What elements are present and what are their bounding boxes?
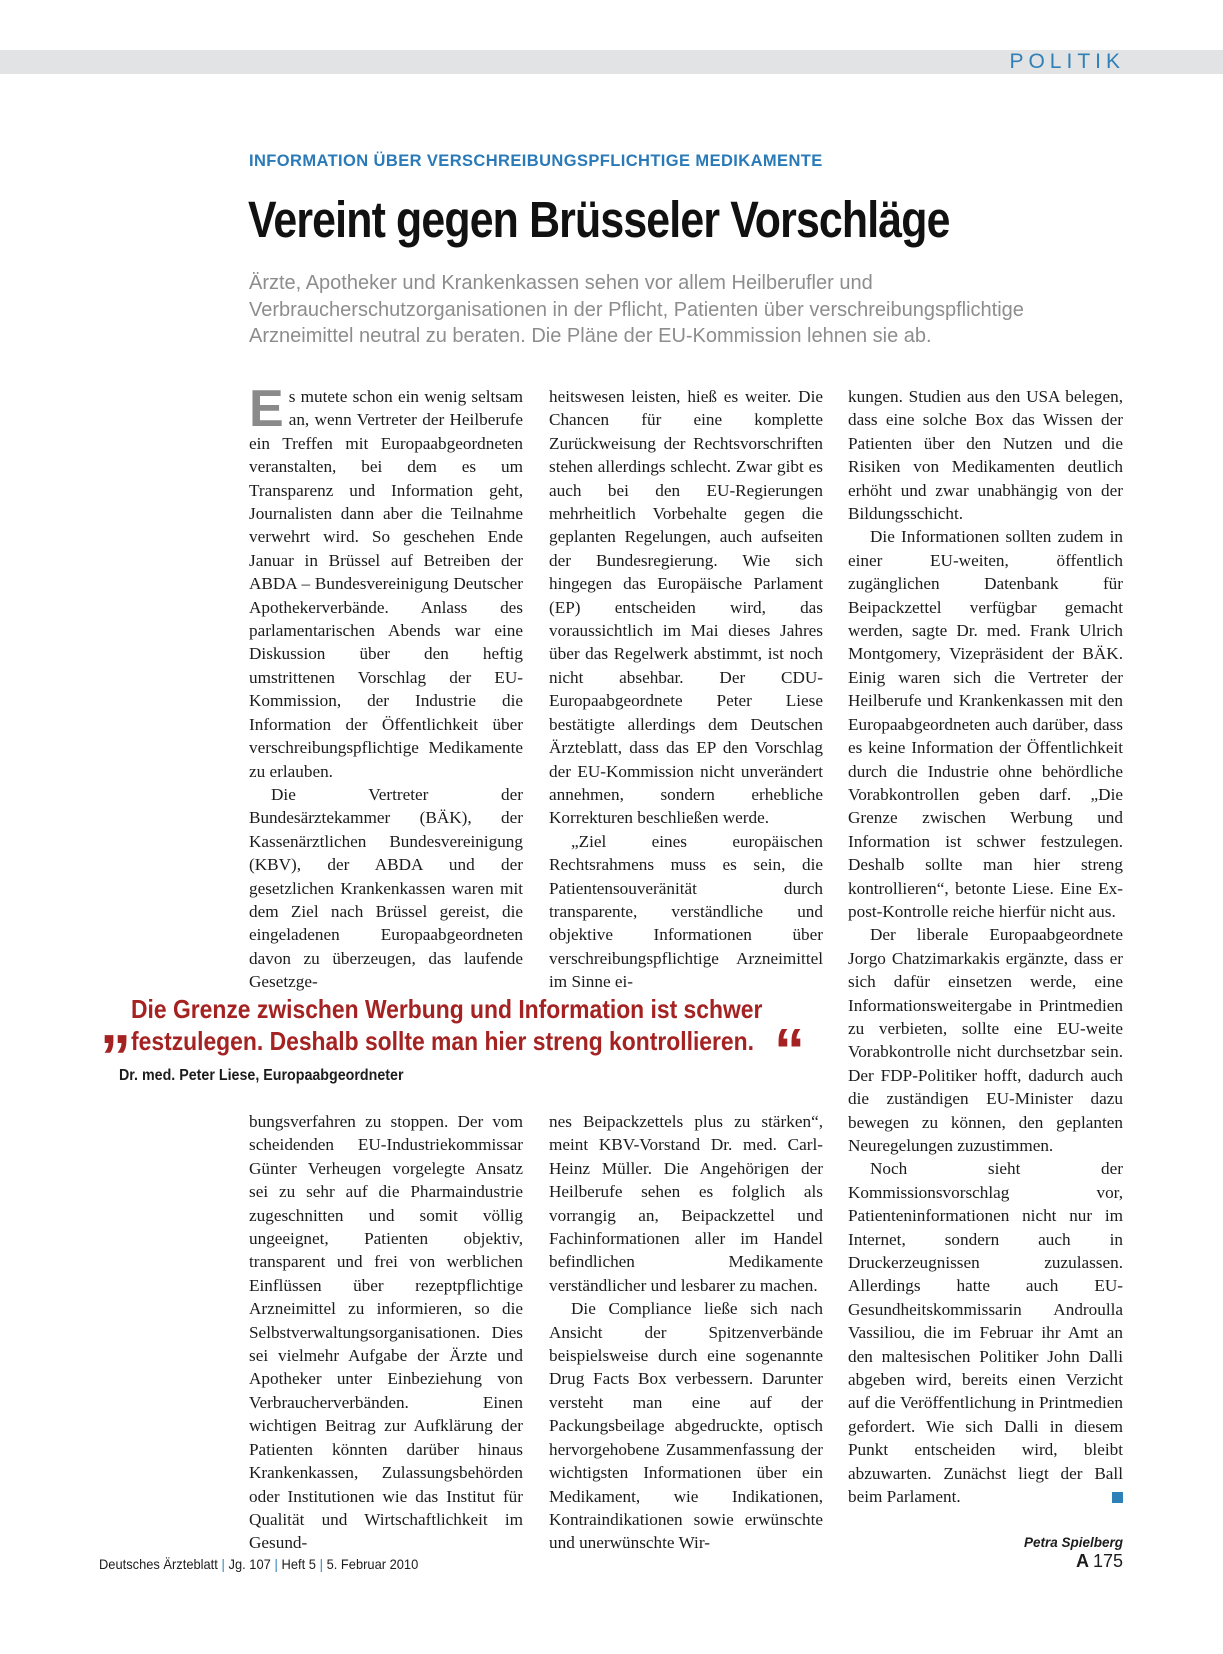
footer-separator: | bbox=[274, 1556, 278, 1572]
paragraph-text: Noch sieht der Kommissionsvorschlag vor, Patienteninformationen nicht nur im Internet, sondern auch in Druckerzeugnissen zuzulassen. Allerdings hatte auch EU-Gesundheitskommissarin Androulla Vassiliou, die im Februar ihr Amt an den maltesischen Politiker John Dalli abgeben wird, bereits einen Verzicht auf die Veröffentlichung in Printmedien gefordert. Wie sich Dalli in diesem Punkt entscheiden wird, bleibt abzuwarten. Zunächst liegt der Ball beim Parlament. bbox=[848, 1159, 1123, 1507]
article-headline: Vereint gegen Brüsseler Vorschläge bbox=[248, 191, 950, 248]
pull-quote-text bbox=[131, 993, 765, 1057]
pull-quote-attribution: Dr. med. Peter Liese, Europaabgeordneter bbox=[119, 1067, 404, 1084]
page-number-value: 175 bbox=[1092, 1551, 1123, 1571]
drop-cap: E bbox=[249, 380, 284, 438]
footer-separator: | bbox=[221, 1556, 225, 1572]
paragraph: kungen. Studien aus den USA belegen, dass eine solche Box das Wissen der Patienten über den Nutzen und die Risiken von Medikamenten deutlich erhöht und zwar unabhängig von der Bildungsschicht. bbox=[848, 387, 1123, 524]
pull-quote-line-2: festzulegen. Deshalb sollte man hier streng kontrollieren. bbox=[131, 1026, 754, 1056]
paragraph bbox=[848, 1157, 1123, 1508]
end-mark-square-icon bbox=[1112, 1492, 1123, 1503]
page-footer bbox=[99, 1556, 418, 1572]
quote-close-mark: “ bbox=[774, 1017, 805, 1086]
paragraph: bungsverfahren zu stoppen. Der vom scheidenden EU-Industriekommissar Günter Verheugen vorgelegte Ansatz sei zu sehr auf die Pharmaindustrie zugeschnitten und somit völlig ungeeignet, Patienten objektiv, transparent und frei von werblichen Einflüssen über rezeptpflichtige Arzneimittel zu informieren, so die Selbstverwaltungsorganisationen. Dies sei vielmehr Aufgabe der Ärzte und Apotheker unter Einbeziehung von Verbraucherverbänden. Einen wichtigen Beitrag zur Aufklärung der Patienten könnten darüber hinaus Krankenkassen, Zulassungsbehörden oder Institutionen wie das Institut für Qualität und Wirtschaftlichkeit im Gesund- bbox=[249, 1112, 523, 1553]
paragraph: Der liberale Europaabgeordnete Jorgo Chatzimarkakis ergänzte, dass er sich dafür einsetzen werde, eine Informationsweitergabe in Printmedien zu verbieten, sollte eine EU-weite Vorabkontrolle nicht durchsetzbar sein. Der FDP-Politiker hofft, dadurch auch die zuständigen EU-Minister dazu bewegen zu können, den geplanten Neuregelungen zuzustimmen. bbox=[848, 925, 1123, 1155]
page-number bbox=[1076, 1551, 1123, 1572]
footer-volume: Jg. 107 bbox=[228, 1556, 271, 1572]
paragraph: nes Beipackzettels plus zu stärken“, meint KBV-Vorstand Dr. med. Carl-Heinz Müller. Die Angehörigen der Heilberufe sehen es folglich als vorrangig an, Beipackzettel und Fachinformationen aller im Handel befindlichen Medikamente verständlicher und lesbarer zu machen. bbox=[549, 1112, 823, 1295]
paragraph: Die Compliance ließe sich nach Ansicht der Spitzenverbände beispielsweise durch eine sogenannte Drug Facts Box verbessern. Darunter versteht man eine auf der Packungsbeilage abgedruckte, optisch hervorgehobene Zusammenfassung der wichtigsten Informationen über ein Medikament, wie Indikationen, Kontraindikationen sowie erwünschte und unerwünschte Wir- bbox=[549, 1299, 823, 1553]
article-lead: Ärzte, Apotheker und Krankenkassen sehen vor allem Heilberufler und Verbraucherschutzorganisationen in der Pflicht, Patienten über verschreibungspflichtige Arzneimittel neutral zu beraten. Die Pläne der EU-Kommission lehnen sie ab. bbox=[249, 272, 1024, 347]
article-author: Petra Spielberg bbox=[1023, 1535, 1123, 1550]
column-2-upper bbox=[549, 385, 823, 994]
paragraph-text: s mutete schon ein wenig seltsam an, wenn Vertreter der Heilberufe ein Treffen mit Europaabgeordneten veranstalten, bei dem es um Transparenz und Information geht, Journalisten dann aber die Teilnahme verwehrt wird. So geschehen Ende Januar in Brüssel auf Betreiben der ABDA – Bundesvereinigung Deutscher Apothekerverbände. Anlass des parlamentarischen Abends war eine Diskussion über den heftig umstrittenen Vorschlag der EU-Kommission, der Industrie die Information der Öffentlichkeit über verschreibungspflichtige Medikamente zu erlauben. bbox=[249, 387, 523, 781]
quote-open-mark: „ bbox=[100, 988, 131, 1057]
paragraph bbox=[249, 380, 523, 783]
section-label: POLITIK bbox=[1009, 50, 1125, 73]
paragraph: heitswesen leisten, hieß es weiter. Die Chancen für eine komplette Zurückweisung der Rechtsvorschriften stehen allerdings schlecht. Zwar gibt es auch bei den EU-Regierungen mehrheitlich Vorbehalte gegen die geplanten Regelungen, auch aufseiten der Bundesregierung. Wie sich hingegen das Europäische Parlament (EP) entscheiden wird, das voraussichtlich im Mai dieses Jahres über das Regelwerk abstimmt, ist noch nicht absehbar. Der CDU-Europaabgeordnete Peter Liese bestätigte allerdings dem Deutschen Ärzteblatt, dass das EP den Vorschlag der EU-Kommission nicht unverändert annehmen, sondern erhebliche Korrekturen beschließen werde. bbox=[549, 387, 823, 828]
footer-issue: Heft 5 bbox=[281, 1556, 316, 1572]
footer-separator: | bbox=[319, 1556, 323, 1572]
column-1-upper bbox=[249, 380, 523, 994]
footer-date: 5. Februar 2010 bbox=[326, 1556, 419, 1572]
paragraph: „Ziel eines europäischen Rechtsrahmens muss es sein, die Patientensouveränität durch transparente, verständliche und objektive Informationen über verschreibungspflichtige Arzneimittel im Sinne ei- bbox=[549, 831, 823, 992]
footer-publication: Deutsches Ärzteblatt bbox=[99, 1556, 218, 1572]
pull-quote-line-1: Die Grenze zwischen Werbung und Information ist schwer bbox=[131, 994, 763, 1024]
article-kicker: INFORMATION ÜBER VERSCHREIBUNGSPFLICHTIGE MEDIKAMENTE bbox=[249, 152, 823, 170]
paragraph: Die Vertreter der Bundesärztekammer (BÄK), der Kassenärztlichen Bundesvereinigung (KBV), der ABDA und der gesetzlichen Krankenkassen waren mit dem Ziel nach Brüssel gereist, die eingeladenen Europaabgeordneten davon zu überzeugen, das laufende Gesetzge- bbox=[249, 784, 523, 992]
column-2-lower bbox=[549, 1110, 823, 1555]
paragraph: Die Informationen sollten zudem in einer EU-weiten, öffentlich zugänglichen Datenbank für Beipackzettel verfügbar gemacht werden, sagte Dr. med. Frank Ulrich Montgomery, Vizepräsident der BÄK. Einig waren sich die Vertreter der Heilberufe und Krankenkassen mit den Europaabgeordneten auch darüber, dass es keine Information der Öffentlichkeit durch die Industrie ohne behördliche Vorabkontrollen geben darf. „Die Grenze zwischen Werbung und Information ist schwer festzulegen. Deshalb sollte man hier streng kontrollieren“, betonte Liese. Eine Ex-post-Kontrolle reiche hierfür nicht aus. bbox=[848, 527, 1123, 921]
page-prefix: A bbox=[1075, 1551, 1089, 1571]
column-3 bbox=[848, 385, 1123, 1509]
column-1-lower bbox=[249, 1110, 523, 1555]
